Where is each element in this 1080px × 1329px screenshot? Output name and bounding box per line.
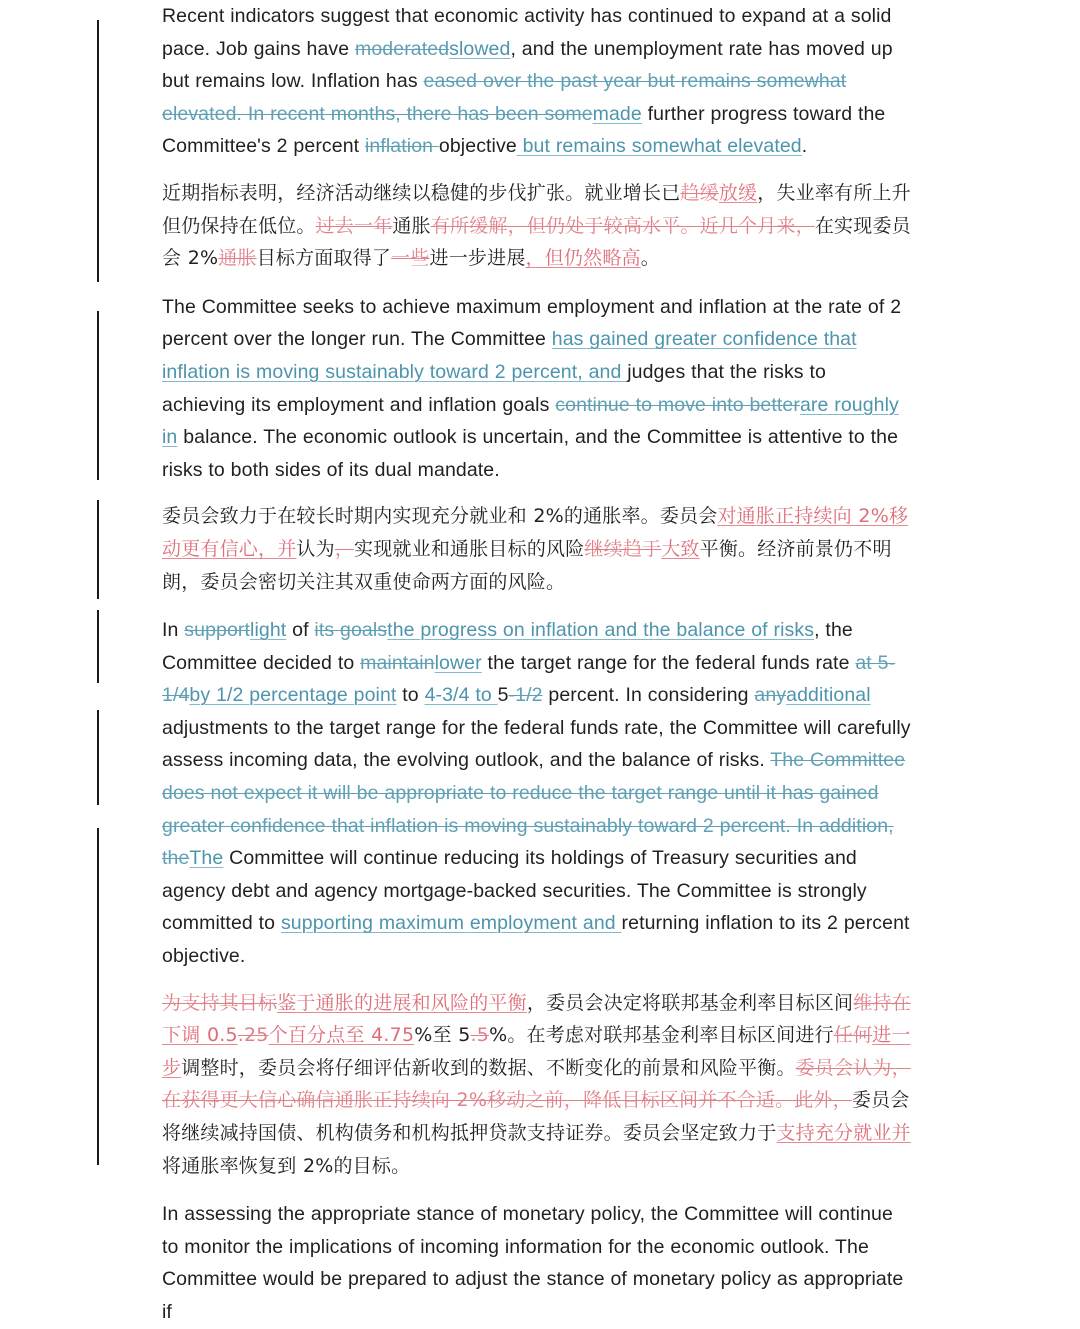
insertion-run[interactable]: 支持充分就业并 bbox=[776, 1122, 911, 1144]
para-en-4 bbox=[162, 1198, 914, 1328]
text-run: percent. In considering bbox=[542, 684, 755, 707]
insertion-run[interactable]: made bbox=[592, 102, 642, 125]
deletion-run[interactable]: .5 bbox=[470, 1024, 490, 1047]
text-run: to bbox=[396, 684, 425, 707]
text-run: judges that the risks to achieving its employment and inflation goals bbox=[162, 360, 826, 416]
text-run: , and the unemployment rate has moved up but remains low. Inflation has bbox=[162, 37, 893, 93]
paragraph-spacer bbox=[162, 598, 914, 614]
text-run: 在实现委员会 2% bbox=[162, 214, 911, 270]
deletion-run[interactable]: continue to move into better bbox=[555, 393, 800, 416]
change-bar-4 bbox=[97, 610, 99, 683]
text-run: In assessing the appropriate stance of monetary policy, the Committee will continue to monitor the implications of incoming information for the economic outlook. The Committee would be prepared to adjust the stance of monetary policy as appropriate if bbox=[162, 1203, 904, 1323]
text-run: 调整时，委员会将仔细评估新收到的数据、不断变化的前景和风险平衡。 bbox=[181, 1056, 796, 1079]
deletion-run[interactable]: The Committee does not expect it will be appropriate to reduce the target range until it has gained greater confidence that inflation is moving sustainably toward 2 percent. In addition, the bbox=[162, 749, 906, 870]
para-zh-3 bbox=[162, 987, 914, 1183]
paragraph-spacer bbox=[162, 163, 914, 177]
text-run: adjustments to the target range for the federal funds rate, the Committee will carefully assess incoming data, the evolving outlook, and the balance of risks. bbox=[162, 716, 911, 772]
text-run: Recent indicators suggest that economic activity has continued to expand at a solid pace. Job gains have bbox=[162, 5, 892, 60]
insertion-run[interactable]: 对通胀正持续向 2%移动更有信心，并 bbox=[162, 505, 909, 560]
text-run: , the Committee decided to bbox=[162, 619, 853, 674]
text-run: 实现就业和通胀目标的风险 bbox=[354, 537, 585, 560]
deletion-run[interactable]: moderated bbox=[355, 37, 450, 60]
text-run: further progress toward the Committee's 2 percent bbox=[162, 102, 886, 158]
deletion-run[interactable]: any bbox=[754, 684, 787, 707]
deletion-run[interactable]: 有所缓解，但仍处于较高水平。近几个月来， bbox=[430, 214, 815, 237]
insertion-run[interactable]: 下调 0.5 bbox=[162, 1024, 238, 1047]
text-run: The Committee seeks to achieve maximum employment and inflation at the rate of 2 percent over the longer run. The Committee bbox=[162, 295, 902, 351]
text-run: objective bbox=[438, 135, 517, 158]
deletion-run[interactable]: eased over the past year but remains somewhat elevated. In recent months, there has been some bbox=[162, 70, 847, 125]
text-run: of bbox=[286, 619, 315, 642]
deletion-run[interactable]: 任何 bbox=[833, 1024, 873, 1047]
text-run: %。在考虑对联邦基金利率目标区间进行 bbox=[489, 1024, 834, 1047]
change-bar-2 bbox=[97, 311, 99, 480]
paragraph-spacer bbox=[162, 275, 914, 291]
para-zh-1 bbox=[162, 177, 914, 275]
text-run: 委员会致力于在较长时期内实现充分就业和 2%的通胀率。委员会 bbox=[162, 505, 718, 528]
insertion-run[interactable]: 放缓 bbox=[718, 181, 758, 204]
change-bar-6 bbox=[97, 828, 99, 1165]
insertion-run[interactable]: The bbox=[189, 847, 224, 870]
text-run: . bbox=[801, 135, 808, 158]
text-run: 进一步进展 bbox=[429, 247, 526, 270]
deletion-run[interactable]: 一些 bbox=[391, 247, 430, 270]
insertion-run[interactable]: 个百分点至 4.75 bbox=[268, 1024, 415, 1047]
text-run: %至 5 bbox=[414, 1024, 471, 1047]
text-run: Committee will continue reducing its holdings of Treasury securities and agency debt and agency mortgage-backed securities. The Committee is strongly committed to bbox=[162, 847, 867, 935]
deletion-run[interactable]: 过去一年 bbox=[315, 214, 393, 237]
insertion-run[interactable]: 鉴于通胀的进展和风险的平衡 bbox=[277, 991, 527, 1014]
text-run: balance. The economic outlook is uncertain, and the Committee is attentive to the risks to both sides of its dual mandate. bbox=[162, 426, 899, 481]
insertion-run[interactable]: the progress on inflation and the balance of risks bbox=[387, 619, 815, 642]
text-run: 。 bbox=[640, 247, 660, 270]
text-run: 目标方面取得了 bbox=[256, 247, 392, 270]
insertion-run[interactable]: slowed bbox=[449, 37, 511, 60]
text-run: 将通胀率恢复到 2%的目标。 bbox=[162, 1154, 411, 1177]
change-bar-1 bbox=[97, 20, 99, 282]
deletion-run[interactable]: at 5-1/4 bbox=[162, 651, 896, 707]
deletion-run[interactable]: 为支持其目标 bbox=[162, 991, 278, 1014]
text-run: 平衡。经济前景仍不明朗，委员会密切关注其双重使命两方面的风险。 bbox=[162, 537, 892, 593]
insertion-run[interactable]: 进一步 bbox=[162, 1024, 911, 1079]
para-en-2 bbox=[162, 291, 914, 487]
deletion-run[interactable]: maintain bbox=[360, 651, 435, 674]
text-run: 近期指标表明，经济活动继续以稳健的步伐扩张。就业增长已 bbox=[162, 181, 681, 204]
paragraph-spacer bbox=[162, 486, 914, 500]
deletion-run[interactable]: 通胀 bbox=[218, 247, 257, 270]
text-run: the target range for the federal funds rate bbox=[481, 651, 856, 674]
deletion-run[interactable]: support bbox=[184, 619, 251, 642]
insertion-run[interactable]: by 1/2 percentage point bbox=[189, 684, 397, 707]
insertion-run[interactable]: 大致 bbox=[661, 537, 700, 560]
insertion-run[interactable]: supporting maximum employment and bbox=[280, 912, 622, 935]
text-run: 委员会将继续减持国债、机构债务和机构抵押贷款支持证券。委员会坚定致力于 bbox=[162, 1089, 910, 1144]
change-bar-5 bbox=[97, 710, 99, 805]
text-run: In bbox=[162, 619, 185, 642]
text-run: 5 bbox=[497, 684, 509, 707]
deletion-run[interactable]: inflation bbox=[364, 135, 439, 158]
text-run: returning inflation to its 2 percent objective. bbox=[162, 912, 910, 968]
document-text-column bbox=[162, 0, 914, 1329]
insertion-run[interactable]: ，但仍然略高 bbox=[525, 247, 641, 270]
deletion-run[interactable]: .25 bbox=[237, 1024, 269, 1047]
insertion-run[interactable]: but remains somewhat elevated bbox=[516, 135, 802, 158]
deletion-run[interactable]: 维持在 bbox=[853, 991, 911, 1014]
deletion-run[interactable]: 委员会认为，在获得更大信心确信通胀正持续向 2%移动之前，降低目标区间并不合适。此外， bbox=[162, 1056, 911, 1112]
insertion-run[interactable]: additional bbox=[786, 684, 871, 707]
insertion-run[interactable]: 4-3/4 to bbox=[424, 684, 498, 707]
text-run: 认为 bbox=[296, 537, 335, 560]
text-run: ，委员会决定将联邦基金利率目标区间 bbox=[526, 991, 854, 1014]
insertion-run[interactable]: has gained greater confidence that inflation is moving sustainably toward 2 percent, and bbox=[162, 328, 857, 383]
paragraph-spacer bbox=[162, 1182, 914, 1198]
paragraph-spacer bbox=[162, 973, 914, 987]
text-run: 通胀 bbox=[392, 214, 431, 237]
deletion-run[interactable]: ， bbox=[334, 537, 355, 560]
deletion-run[interactable]: 继续趋于 bbox=[584, 537, 662, 560]
insertion-run[interactable]: are roughly in bbox=[162, 393, 899, 449]
deletion-run[interactable]: -1/2 bbox=[508, 684, 543, 707]
para-en-3 bbox=[162, 614, 914, 973]
para-zh-2 bbox=[162, 500, 914, 598]
insertion-run[interactable]: light bbox=[250, 619, 287, 642]
insertion-run[interactable]: lower bbox=[434, 651, 482, 674]
text-run: ，失业率有所上升但仍保持在低位。 bbox=[162, 181, 911, 237]
deletion-run[interactable]: 趋缓 bbox=[680, 181, 719, 204]
change-bar-3 bbox=[97, 500, 99, 599]
deletion-run[interactable]: its goals bbox=[314, 619, 388, 642]
para-en-1 bbox=[162, 0, 914, 163]
